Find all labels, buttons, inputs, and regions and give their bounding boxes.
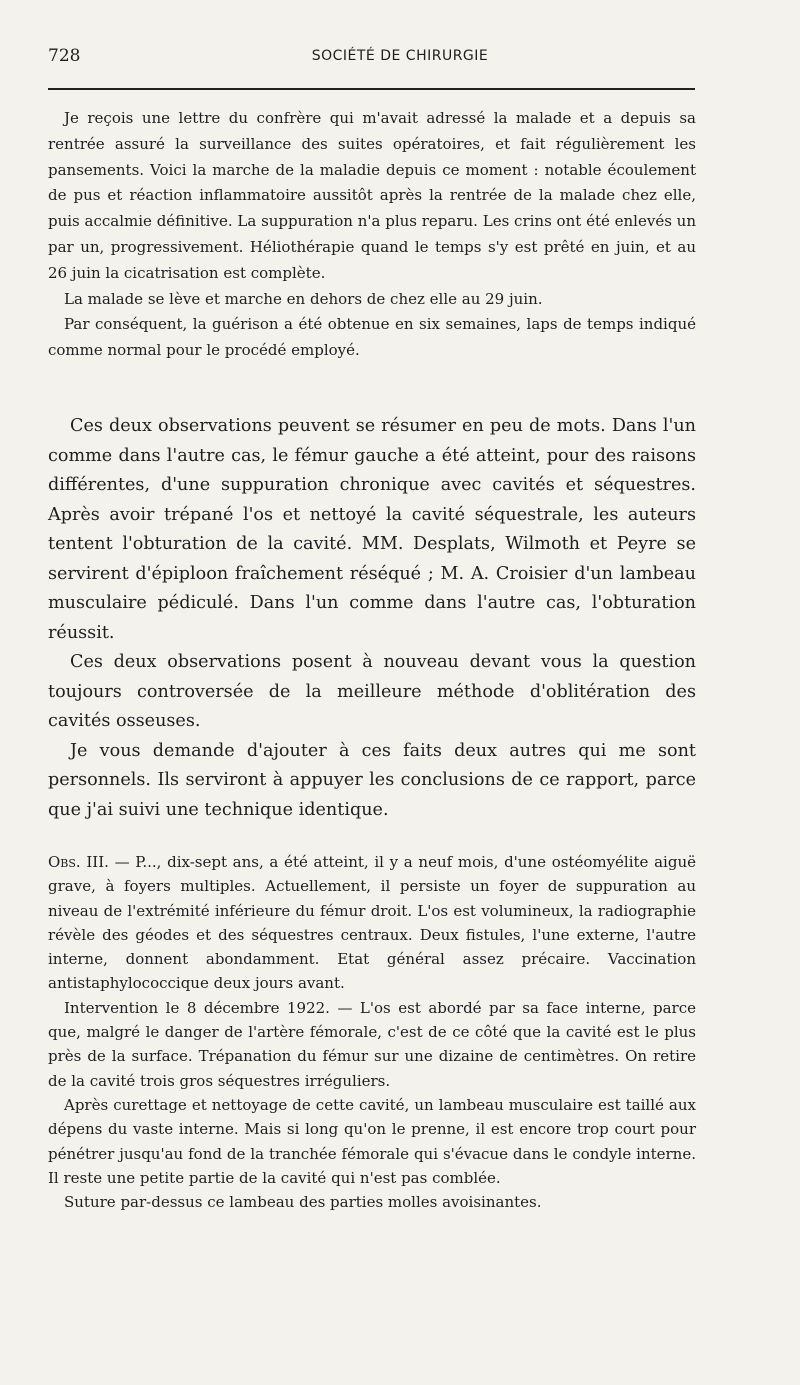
header-rule bbox=[48, 88, 695, 90]
paragraph: Intervention le 8 décembre 1922. — L'os est abordé par sa face interne, parce que, malgré le danger de l'artère fémorale, c'est de ce côté que la cavité est le plus près de la surface. Trépanation du fémur sur une dizaine de centimètres. On retire de la cavité trois gros séquestres irréguliers. bbox=[48, 998, 696, 1090]
paragraph: Je vous demande d'ajouter à ces faits deux autres qui me sont personnels. Ils serviront à appuyer les conclusions de ce rapport, parce que j'ai suivi une technique identique. bbox=[48, 740, 696, 820]
running-title: SOCIÉTÉ DE CHIRURGIE bbox=[311, 48, 489, 64]
paragraph: Ces deux observations peuvent se résumer en peu de mots. Dans l'un comme dans l'autre cas, le fémur gauche a été atteint, pour des raisons différentes, d'une suppuration chronique avec cavités et séquestres. Après avoir trépané l'os et nettoyé la cavité séquestrale, les auteurs tentent l'obturation de la cavité. MM. Desplats, Wilmoth et Peyre se servirent d'épiploon fraîchement réséqué ; M. A. Croisier d'un lambeau musculaire pédiculé. Dans l'un comme dans l'autre cas, l'obturation réussit. bbox=[48, 416, 696, 643]
paragraph: Je reçois une lettre du confrère qui m'avait adressé la malade et a depuis sa rentrée assuré la surveillance des suites opératoires, et fait régulièrement les pansements. Voici la marche de la maladie depuis ce moment : notable écoulement de pus et réaction inflammatoire aussitôt après la rentrée de la malade chez elle, puis accalmie définitive. La suppuration n'a plus reparu. Les crins ont été enlevés un par un, progressivement. Héliothérapie quand le temps s'y est prêté en juin, et au 26 juin la cicatrisation est complète. bbox=[48, 109, 696, 282]
paragraph: Ces deux observations posent à nouveau devant vous la question toujours controversée de la meilleure méthode d'oblitération des cavités osseuses. bbox=[48, 652, 696, 731]
page-header bbox=[48, 42, 752, 76]
observation-section bbox=[48, 850, 696, 1214]
paragraph: La malade se lève et marche en dehors de chez elle au 29 juin. bbox=[64, 289, 543, 308]
letter-section bbox=[48, 106, 696, 364]
observation-label: Obs. III. bbox=[48, 853, 109, 871]
observation-text: — P..., dix-sept ans, a été atteint, il y a neuf mois, d'une ostéomyélite aiguë grave, à foyers multiples. Actuellement, il persiste un foyer de suppuration au niveau de l'extrémité inférieure du fémur droit. L'os est volumineux, la radiographie révèle des géodes et des séquestres centraux. Deux fistules, l'une externe, l'autre interne, donnent abondamment. Etat général assez précaire. Vaccination antistaphylococcique deux jours avant. bbox=[48, 853, 696, 993]
report-section bbox=[48, 412, 696, 825]
paragraph: Suture par-dessus ce lambeau des parties molles avoisinantes. bbox=[64, 1193, 542, 1212]
observation-paragraph bbox=[48, 850, 696, 996]
page-number: 728 bbox=[48, 46, 81, 66]
paragraph: Par conséquent, la guérison a été obtenue en six semaines, laps de temps indiqué comme normal pour le procédé employé. bbox=[48, 315, 696, 360]
paragraph: Après curettage et nettoyage de cette cavité, un lambeau musculaire est taillé aux dépens du vaste interne. Mais si long qu'on le prenne, il est encore trop court pour pénétrer jusqu'au fond de la tranchée fémorale qui s'évacue dans le condyle interne. Il reste une petite partie de la cavité qui n'est pas comblée. bbox=[48, 1095, 696, 1187]
